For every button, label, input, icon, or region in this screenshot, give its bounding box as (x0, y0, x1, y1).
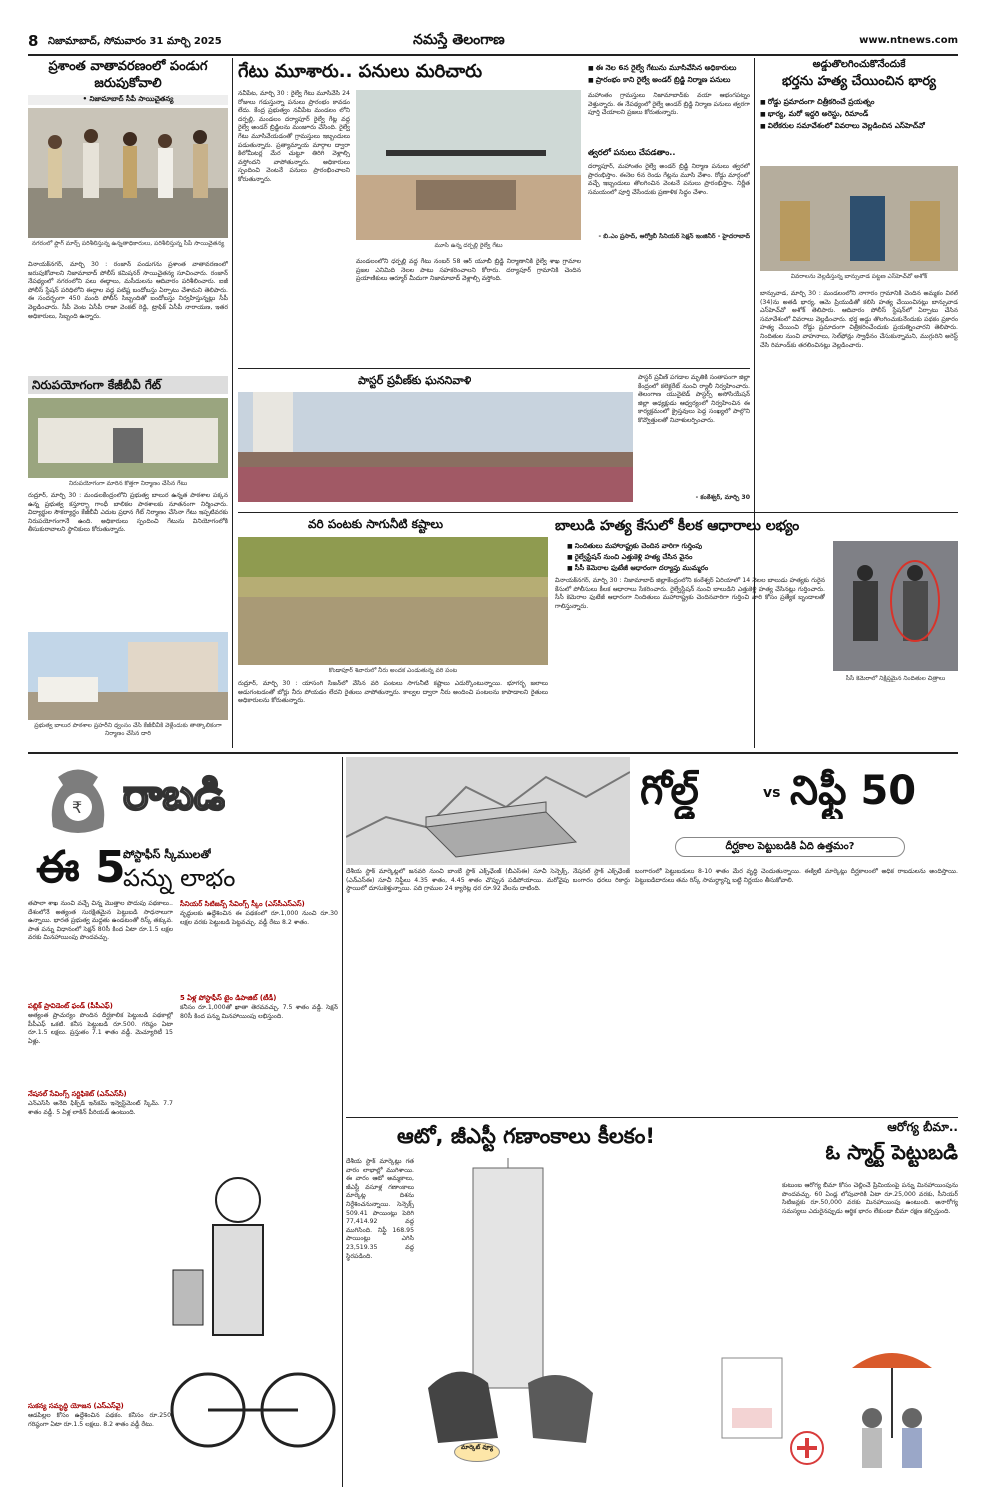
photo-caption: సీసీ కెమెరాలో నిక్షిప్తమైన నిందితుల చిత్రాలు (845, 675, 946, 682)
bullet-3: ■ సీసీ కెమెరాల ఫుటేజీ ఆధారంగా దర్యాప్తు ముమ్మరం (567, 563, 827, 574)
body: రుద్రూర్, మార్చి 30 : యాసంగి సీజన్‌లో వేసిన వరి పంటలు సాగునీటి కష్టాలు ఎదుర్కొంటున్నాయి. భూగర్భ జలాలు అడుగంటడంతో బోర్లు నీరు పోయడం లేదని రైతులు వాపోతున్నారు. కాల్వల ద్వారా నీరు అందించి పంటలను కాపాడాలని రైతులు అధికారులను కోరుతున్నారు. (238, 680, 548, 705)
headline-gold: గోల్డ్ (640, 768, 699, 814)
scheme-title: 5 ఏళ్ల పోస్టాఫీస్ టైం డిపాజిట్ (టీడీ) (180, 994, 277, 1002)
scheme-body: అత్యంత ప్రాచుర్యం పొందిన దీర్ఘకాలిక పెట్టుబడి పథకాల్లో పీపీఎఫ్ ఒకటి. కనీస పెట్టుబడి రూ.500. గరిష్ఠం ఏటా రూ.1.5 లక్షలు. ప్రస్తుతం 7.1 శాతం వడ్డీ. మెచ్యూరిటీ 15 ఏళ్లు. (28, 1012, 173, 1045)
col-rule-3 (342, 757, 343, 1487)
market-badge: మార్కెట్ వ్యూ (454, 1442, 500, 1462)
headline: ఆటో, జీఎస్టీ గణాంకాలు కీలకం! (396, 1124, 655, 1148)
dateline: - కంఠేశ్వర్, మార్చి 30 (695, 494, 750, 501)
byline: • నిజామాబాద్ సీపీ సాయిచైతన్య (28, 95, 228, 105)
scheme-body: కనీసం రూ.1,000తో ఖాతా తెరవవచ్చు. 7.5 శాతం వడ్డీ. సెక్షన్ 80సీ కింద పన్ను మినహాయింపు లభిస్తుంది. (180, 1004, 338, 1020)
scheme-nsc (28, 1090, 173, 1150)
photo-rally (238, 392, 633, 502)
scheme-ssy (28, 1402, 173, 1480)
headline: గేటు మూశారు.. పనులు మరిచారు (238, 61, 483, 82)
svg-text:₹: ₹ (72, 798, 83, 817)
body: రుద్రూర్, మార్చి 30 : మండలకేంద్రంలోని ప్రభుత్వ బాలుర ఉన్నత పాఠశాల పక్కన ఉన్న ప్రభుత్వ కస్తూర్బా గాంధీ బాలికల పాఠశాలకు నూతనంగా నిర్మించారు. విద్యార్థుల సౌకర్యార్థం కేజీబీవీ ఎదుట ప్రధాన గేట్ నిర్మాణం చేసినా గేటు ఇప్పటివరకు నిరుపయోగంగానే ఉంది. అధికారులు స్పందించి గేటును వినియోగంలోకి తీసుకురావాలని స్థానికులు కోరుతున్నారు. (28, 492, 228, 534)
cctv-photo-icon (833, 541, 958, 671)
photo-caption: కొండాపూర్ శివారులో నీరు అందక ఎండుతున్న వరి పంట (328, 667, 458, 674)
rabadi-banner (28, 757, 338, 839)
story-pastor (238, 372, 750, 508)
photo-paddy (238, 537, 548, 665)
story-festival (28, 58, 228, 373)
rally-photo-icon (238, 392, 633, 502)
body: దేశీయ స్టాక్ మార్కెట్లు గత వారం లాభాల్లో ముగిశాయి. ఈ వారం ఆటో అమ్మకాలు, జీఎస్టీ వసూళ్ల గణాంకాలు మార్కెట్ల దిశను నిర్దేశించనున్నాయి. సెన్సెక్స్ 509.41 పాయింట్లు పెరిగి 77,414.92 వద్ద ముగిసింది. నిఫ్టీ 168.95 పాయింట్లు ఎగిసి 23,519.35 వద్ద స్థిరపడింది. (346, 1158, 414, 1260)
photo-school (28, 632, 228, 720)
bullets (760, 96, 958, 132)
body: వినాయక్‌నగర్, మార్చి 30 : రంజాన్ పండుగను ప్రశాంత వాతావరణంలో జరుపుకోవాలని నిజామాబాద్ పోలీస్ కమిషనర్ సాయిచైతన్య సూచించారు. రంజాన్ నేపథ్యంలో నగరంలోని పలు ఈద్గాలు, మసీదులను ఆదివారం పరిశీలించారు. ఐజీ పోలీస్ స్టేషన్ పరిధిలోని ఈద్గాల వద్ద పటిష్ట బందోబస్తు ఏర్పాటు చేశామని తెలిపారు. ఈ సందర్భంగా 450 మంది పోలీస్ సిబ్బందితో బందోబస్తు నిర్వహిస్తున్నట్లు సీపీ వెల్లడించారు. సీపీ వెంట ఏసీపీ రాజా వెంకట్ రెడ్డి, ట్రాఫిక్ ఏసీపీ నారాయణ, ఇతర అధికారులు, సిబ్బంది ఉన్నారు. (28, 261, 228, 320)
website[interactable]: www.ntnews.com (859, 35, 958, 46)
row-rule-3 (346, 1117, 958, 1118)
quote-body: దర్యాపూర్, మహాంతం రైల్వే అండర్ బ్రిడ్జి నిర్మాణ పనులు త్వరలో ప్రారంభిస్తాం. ఈనెల 6న రెండు గేట్లను మూసి వేశాం. రోడ్డు మార్గంలో వచ్చే ఇబ్బందులు తొలగించిన వెంటనే పనులు ప్రారంభిస్తాం. నిర్ణీత సమయంలో పూర్తి చేసేందుకు ప్రణాళిక సిద్ధం చేశాం. (588, 163, 750, 196)
scheme-title: పబ్లిక్ ప్రావిడెంట్ ఫండ్ (పీపీఎఫ్) (28, 1002, 113, 1010)
scheme-body: వృద్ధులకు ఉద్దేశించిన ఈ పథకంలో రూ.1,000 నుంచి రూ.30 లక్షల వరకు పెట్టుబడి పెట్టవచ్చు. వడ్డీ రేటు 8.2 శాతం. (180, 910, 338, 926)
headline: నిరుపయోగంగా కేజీబీవీ గేట్ (28, 376, 228, 394)
header-rule (28, 54, 958, 56)
bull-bear-icon (418, 1158, 598, 1478)
school-photo-icon (28, 632, 228, 720)
body-right (602, 1158, 706, 1478)
scheme-body: ఆడపిల్లల కోసం ఉద్దేశించిన పథకం. కనీసం రూ.250, గరిష్ఠంగా ఏటా రూ.1.5 లక్షలు. 8.2 శాతం వడ్డీ రేటు. (28, 1412, 173, 1428)
story-insurance (712, 1120, 958, 1485)
body-3: మహాంతం గ్రామస్తులు నిజామాబాద్‌కు వయా ఆభంగపట్నం వెళ్తున్నారు. ఈ నేపథ్యంలో రైల్వే అండర్ బ్రిడ్జి నిర్మాణ పనులు త్వరగా పూర్తి చేయాలని ప్రజలు కోరుతున్నారు. (588, 92, 750, 117)
bullet-3: ■ విలేకరుల సమావేశంలో వివరాలు వెల్లడించిన ఎస్‌హెచ్‌వో (760, 120, 958, 132)
bullets (567, 541, 827, 574)
body: పాస్టర్ ప్రవీణ్ పగడాల మృతికి సంతాపంగా జిల్లా కేంద్రంలో కలెక్టరేట్ నుంచి ర్యాలీ నిర్వహించారు. తెలంగాణ యునైటెడ్ పాస్టర్స్ అసోసియేషన్ జిల్లా అధ్యక్షుడు ఆధ్వర్యంలో నిర్వహించిన ఈ కార్యక్రమంలో క్రైస్తవులు పెద్ద సంఖ్యలో పాల్గొని కొవ్వొత్తులతో నివాళులర్పించారు. (638, 374, 750, 424)
bullet-2: ■ ప్రారంభం కాని రైల్వే అండర్ బ్రిడ్జి నిర్మాణ పనులు (588, 74, 750, 86)
gold-body-2: బంగారంలో పెట్టుబడులు 8-10 శాతం మేర వృద్ధి చెందుతున్నాయి. ఈక్విటీ మార్కెట్లు దీర్ఘకాలంలో అధిక రాబడులను అందిస్తాయి. పెట్టుబడిదారులు తమ రిస్క్ సామర్థ్యాన్ని బట్టి నిర్ణయం తీసుకోవాలి. (635, 868, 958, 884)
story-post-office (28, 842, 338, 1482)
headline: వరి పంటకు సాగునీటి కష్టాలు (308, 517, 443, 531)
body: కుటుంబ ఆరోగ్య బీమా కోసం చెల్లించే ప్రీమియంపై పన్ను మినహాయింపును పొందవచ్చు. 60 ఏండ్ల లోపువారికి ఏటా రూ.25,000 వరకు, సీనియర్ సిటిజన్లకు రూ.50,000 వరకు మినహాయింపు ఉంటుంది. అనారోగ్య సమస్యలు ఎదురైనప్పుడు ఆర్థిక భారం లేకుండా బీమా రక్షణ కల్పిస్తుంది. (782, 1182, 958, 1215)
section-logo: రాబడి (123, 770, 225, 819)
photo-police (760, 166, 958, 271)
gold-headline (635, 757, 958, 865)
headline: పాస్టర్ ప్రవీణ్‌కు ఘననివాళి (358, 374, 472, 387)
tagline: అడ్డుతొలగించుకొనేందుకే (812, 59, 906, 70)
story-kgbv-gate (28, 376, 228, 746)
row-rule (238, 368, 750, 369)
gold-body: దేశీయ స్టాక్ మార్కెట్లలో జనవరి నుంచి బాంబే స్టాక్ ఎక్స్‌ఛేంజ్ (బీఎస్‌ఈ) సూచీ సెన్సెక్స్, నేషనల్ స్టాక్ ఎక్స్‌ఛేంజ్ (ఎన్‌ఎస్‌ఈ) సూచీ నిఫ్టీలు 4.35 శాతం, 4.45 శాతం చొప్పున పడిపోయాయి. మరోవైపు బంగారం ధరలు రికార్డు స్థాయిలో దూసుకెళ్తున్నాయి. పది గ్రాముల 24 క్యారెట్ల ధర రూ.92 వేలను దాటింది. (346, 868, 630, 893)
photo-gold-market (346, 757, 630, 865)
dateline: నిజామాబాద్, సోమవారం 31 మార్చి 2025 (48, 36, 222, 47)
row-rule-2 (238, 512, 958, 513)
bullet-1: ■ రోడ్డు ప్రమాదంగా చిత్రీకరించే ప్రయత్నం (760, 96, 958, 108)
bullets (588, 62, 750, 86)
photo-flag-march (28, 108, 228, 238)
crowd-photo-icon (28, 108, 228, 238)
scheme-title: సుకన్య సమృద్ధి యోజన (ఎస్‌ఎస్‌వై) (28, 1402, 124, 1410)
quote-byline: - బి.ఎం ప్రసాద్, ఆర్వోబీ సీనియర్ సెక్షన్ ఇంజినీర్ - హైదరాబాద్ (598, 233, 750, 240)
photo-cctv (833, 541, 958, 671)
headline-vs: vs (763, 785, 781, 801)
headline: ఓ స్మార్ట్ పెట్టుబడి (825, 1140, 958, 1164)
gold-subhead: దీర్ఘకాల పెట్టుబడికి ఏది ఉత్తమం? (675, 837, 905, 857)
photo-caption-2: ప్రభుత్వ బాలుర పాఠశాల ప్రహరీని ధ్వంసం చేసి కేజీబీవీకి వెళ్లేందుకు తాత్కాలికంగా నిర్మాణం చేసిన దారి (34, 722, 222, 737)
intro: తపాలా శాఖ నుంచి వచ్చే చిన్న మొత్తాల పొదుపు పథకాలు.. దేశంలోనే అత్యంత సురక్షితమైన పెట్టుబడి సాధనాలుగా ఉన్నాయి. భారత ప్రభుత్వ మద్దతు ఉండటంతో రిస్క్ తక్కువ. పాత పన్ను విధానంలో సెక్షన్ 80సీ కింద ఏటా రూ.1.5 లక్షల వరకు మినహాయింపు పొందవచ్చు. (28, 900, 173, 942)
scheme-scss (180, 900, 338, 990)
masthead: నమస్తే తెలంగాణ (413, 32, 505, 48)
page-header (28, 30, 958, 52)
photo-caption: నిరుపయోగంగా మారిన కొత్తగా నిర్మాణం చేసిన గేటు (68, 480, 188, 487)
story-boy-murder (555, 515, 958, 747)
page-number: 8 (28, 32, 39, 50)
body-2: మండలంలోని ధర్పల్లి వద్ద గేటు నంబర్ 58 ఆర్ యూబీ బ్రిడ్జి నిర్మాణానికి రైల్వే శాఖ గ్రామాల ప్రజల ఎనిమిది నెలల పాటు సహకరించాలని కోరారు. దర్యాపూర్ గ్రామానికి చెందిన ప్రయాణికులు ఆర్మూర్ మీదుగా నిజామాబాద్ వెళ్లాల్సి వస్తోంది. (356, 258, 581, 283)
quote-head: త్వరలో పనులు చేపడతాం.. (588, 148, 676, 157)
scheme-title: నేషనల్ సేవింగ్స్ సర్టిఫికెట్ (ఎన్‌ఎస్‌సీ) (28, 1090, 127, 1098)
photo-caption: మూసి ఉన్న దర్పల్లి రైల్వే గేటు (434, 242, 503, 249)
headline-nifty: నిఫ్టీ 50 (790, 768, 917, 814)
photo-gate (28, 398, 228, 478)
headline-main: పన్ను లాభం (123, 864, 236, 892)
gate-photo-icon (28, 398, 228, 478)
story-auto-gst (346, 1120, 706, 1485)
railway-photo-icon (356, 90, 581, 240)
body: నవీపేట, మార్చి 30 : రైల్వే గేటు మూసివేసి 24 రోజులు గడుస్తున్నా పనులు ప్రారంభం కావడం లేదు. కేంద్ర ప్రభుత్వం నవీపేట మండలం లోని దర్పల్లి, మండలం దర్యాపూర్ రైల్వే గేట్ల వద్ద రైల్వే అండర్ బ్రిడ్జిలను మంజూరు చేసింది. రైల్వే గేటు మూసివేయడంతో గ్రామస్తులు ఇబ్బందులు పడుతున్నారు. ప్రత్యామ్నాయ మార్గాల ద్వారా కిలోమీటర్ల మేర చుట్టూ తిరిగి వెళ్లాల్సి వస్తోందని వాపోతున్నారు. అధికారులు స్పందించి వెంటనే పనులు ప్రారంభించాలని కోరుతున్నారు. (238, 90, 350, 183)
story-railway-gate (238, 58, 583, 363)
bullet-1: ■ ఈ నెల 6న రైల్వే గేటును మూసివేసిన అధికారులు (588, 62, 750, 74)
paddy-field-icon (238, 537, 548, 665)
story-paddy (238, 515, 548, 747)
scheme-td (180, 994, 338, 1094)
scheme-ppf (28, 1002, 173, 1084)
headline-number: ఈ 5 (36, 842, 126, 893)
headline-top: పోస్టాఫీస్ స్కీములతో (123, 848, 212, 861)
body: వినాయక్‌నగర్, మార్చి 30 : నిజామాబాద్ జిల్లాకేంద్రంలోని కంఠేశ్వర్ ఏరియాలో 14 నెలల బాలుడు హత్యకు గురైన కేసులో పోలీసులు కీలక ఆధారాలు సేకరించారు. రైల్వేస్టేషన్ నుంచి బాలుడిని ఎత్తుకెళ్లి హత్య చేసినట్లు గుర్తించారు. సీసీ కెమెరాల ఫుటేజీ ఆధారంగా నిందితులు మహారాష్ట్రకు చెందినవారిగా గుర్తించి వారి కోసం ప్రత్యేక బృందాలతో గాలిస్తున్నారు. (555, 577, 825, 610)
health-insurance-icon (712, 1338, 958, 1483)
scheme-body: ఎన్‌ఎస్‌సీ అనేది ఫిక్స్‌డ్ ఇన్‌కమ్ ఇన్వెస్ట్‌మెంట్ స్కీమ్. 7.7 శాతం వడ్డీ. 5 ఏళ్ల లాకిన్ పీరియడ్ ఉంటుంది. (28, 1100, 173, 1116)
photo-caption: వివరాలను వెల్లడిస్తున్న బాన్సువాడ పట్టణ ఎస్‌హెచ్‌వో అశోక్ (790, 273, 928, 280)
bullet-2: ■ రైల్వేస్టేషన్ నుంచి ఎత్తుకెళ్లి హత్య చేసిన వైనం (567, 552, 827, 563)
story-railway-gate-col2 (588, 62, 750, 362)
police-photo-icon (760, 166, 958, 271)
bullet-1: ■ నిందితులు మహారాష్ట్రకు చెందిన వారిగా గుర్తింపు (567, 541, 827, 552)
photo-caption: నగరంలో ఫ్లాగ్ మార్చ్ పరిశీలిస్తున్న ఉన్నతాధికారులు, పరిశీలిస్తున్న సీపీ సాయిచైతన్య (31, 240, 225, 247)
gold-bar-icon (346, 757, 630, 865)
postman-illustration-icon (168, 1160, 338, 1460)
headline: బాలుడి హత్య కేసులో కీలక ఆధారాలు లభ్యం (555, 518, 800, 534)
scheme-title: సీనియర్ సిటిజన్స్ సేవింగ్స్ స్కీం (ఎస్‌సీఎస్‌ఎస్) (180, 900, 305, 908)
body: బాన్సువాడ, మార్చి 30 : మండలంలోని నాగారం గ్రామానికి చెందిన అమ్మకం విఠల్ (34)ను అతడి భార్య, ఆమె ప్రియుడితో కలిసి హత్య చేయించినట్లు బాన్సువాడ ఎస్‌హెచ్‌వో అశోక్ తెలిపారు. ఆదివారం పోలీస్ స్టేషన్‌లో ఏర్పాటు చేసిన సమావేశంలో వివరాలు వెల్లడించారు. భర్త అడ్డు తొలగించుకునేందుకు పథకం ప్రకారం హత్య చేయించి రోడ్డు ప్రమాదంగా చిత్రీకరించేందుకు ప్రయత్నించారని తెలిపారు. నిందితుల నుంచి వాహనాలు, సెల్‌ఫోన్లు స్వాధీనం చేసుకున్నామని, ముగ్గురిని అరెస్ట్ చేసి రిమాండ్‌కు తరలించినట్లు వెల్లడించారు. (760, 290, 958, 349)
headline: భర్తను హత్య చేయించిన భార్య (782, 74, 936, 89)
tagline: ఆరోగ్య బీమా.. (887, 1120, 958, 1134)
photo-railway-gate (356, 90, 581, 240)
headline: ప్రశాంత వాతావరణంలో పండుగ జరుపుకోవాలి (48, 59, 208, 91)
money-bag-icon (38, 757, 118, 837)
section-rule (28, 752, 958, 754)
col-rule (232, 58, 233, 748)
bullet-2: ■ భార్య, మరో ఇద్దరి అరెస్టు, రిమాండ్ (760, 108, 958, 120)
